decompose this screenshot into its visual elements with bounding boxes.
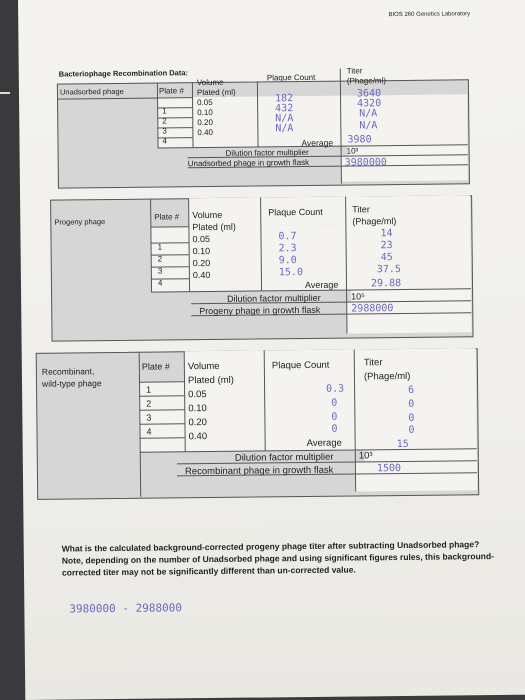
col-volume: Volume bbox=[192, 209, 223, 221]
plate-num: 1 bbox=[146, 384, 152, 395]
plate-num: 3 bbox=[157, 266, 163, 276]
growth-flask-label: Unadsorbed phage in growth flask bbox=[187, 157, 310, 169]
col-volume-2: Plated (ml) bbox=[187, 374, 234, 387]
dilution-value: 10³ bbox=[346, 146, 359, 156]
growth-flask-label: Recombinant phage in growth flask bbox=[184, 464, 334, 478]
plate-num: 3 bbox=[146, 412, 152, 423]
dilution-value: 10⁵ bbox=[351, 291, 365, 302]
col-titer-unit: (Phage/ml) bbox=[346, 76, 387, 86]
worksheet-page bbox=[18, 0, 525, 700]
dilution-label: Dilution factor multiplier bbox=[227, 292, 321, 304]
question-text: What is the calculated background-corrected progeny phage titer after subtracting Unadsorbed phage? Note, depending on the number of Unadsorbed phage and using significant figures rules, this background-corrected titer may not be significantly different than un-corrected value. bbox=[61, 539, 495, 578]
titer-handwritten: 6 bbox=[408, 384, 415, 396]
plaque-count-handwritten: 0.3 bbox=[326, 383, 345, 395]
page-header: BIOS 260 Genetics Laboratory bbox=[388, 11, 471, 19]
titer-handwritten: N/A bbox=[359, 108, 378, 120]
plaque-count-handwritten: 0 bbox=[331, 397, 338, 409]
volume-value: 0.05 bbox=[192, 234, 211, 245]
col-plate: Plate # bbox=[158, 86, 184, 96]
titer-handwritten: 23 bbox=[380, 240, 393, 252]
col-titer: Titer bbox=[352, 204, 370, 215]
average-label: Average bbox=[306, 437, 342, 450]
titer-handwritten: 3640 bbox=[356, 88, 382, 100]
titer-handwritten: 0 bbox=[408, 398, 415, 410]
average-label: Average bbox=[304, 279, 339, 291]
plate-num: 4 bbox=[157, 278, 163, 288]
table-progeny bbox=[50, 195, 471, 339]
titer-handwritten: 37.5 bbox=[376, 264, 401, 276]
volume-value: 0.10 bbox=[192, 246, 211, 257]
col-volume-2: Plated (ml) bbox=[196, 87, 236, 98]
plate-num: 4 bbox=[162, 136, 167, 146]
plaque-count-handwritten: N/A bbox=[275, 113, 294, 125]
volume-value: 0.20 bbox=[192, 258, 211, 269]
volume-value: 0.10 bbox=[188, 403, 207, 415]
growth-flask-handwritten: 2988000 bbox=[351, 303, 394, 315]
plaque-count-handwritten: 9.0 bbox=[278, 255, 297, 267]
plate-num: 2 bbox=[146, 398, 152, 409]
col-plate: Plate # bbox=[141, 361, 170, 372]
titer-handwritten: 0 bbox=[408, 412, 415, 424]
plate-num: 2 bbox=[162, 116, 167, 126]
average-label: Average bbox=[301, 137, 334, 149]
volume-value: 0.40 bbox=[188, 431, 208, 443]
table-recombinant bbox=[36, 348, 478, 501]
titer-handwritten: 0 bbox=[408, 424, 415, 436]
plaque-count-handwritten: 15.0 bbox=[278, 267, 304, 279]
col-plaque-count: Plaque Count bbox=[271, 359, 330, 372]
col-titer: Titer bbox=[363, 357, 383, 369]
plaque-count-handwritten: 0.7 bbox=[278, 231, 297, 243]
row-label-progeny: Progeny phage bbox=[54, 217, 106, 227]
dilution-label: Dilution factor multiplier bbox=[225, 147, 309, 158]
plaque-count-handwritten: N/A bbox=[275, 123, 294, 135]
col-titer-unit: (Phage/ml) bbox=[363, 370, 411, 383]
volume-value: 0.05 bbox=[188, 389, 207, 401]
section-title: Bacteriophage Recombination Data: bbox=[58, 68, 189, 79]
answer-handwritten: 3980000 - 2988000 bbox=[69, 601, 183, 616]
col-plate: Plate # bbox=[154, 212, 180, 222]
plate-num: 2 bbox=[157, 254, 163, 264]
titer-handwritten: 14 bbox=[380, 228, 393, 240]
plaque-count-handwritten: 182 bbox=[274, 93, 294, 105]
volume-value: 0.05 bbox=[197, 97, 213, 108]
col-titer: Titer bbox=[346, 66, 363, 76]
volume-value: 0.40 bbox=[192, 270, 211, 281]
average-handwritten: 3980 bbox=[347, 134, 372, 146]
desk-edge bbox=[0, 92, 10, 94]
average-handwritten: 15 bbox=[396, 438, 409, 451]
titer-handwritten: 4320 bbox=[357, 98, 382, 110]
plate-num: 1 bbox=[162, 106, 167, 116]
plaque-count-handwritten: 0 bbox=[331, 423, 338, 435]
col-titer-unit: (Phage/ml) bbox=[352, 216, 397, 227]
volume-value: 0.20 bbox=[197, 117, 213, 128]
volume-value: 0.40 bbox=[197, 127, 214, 138]
average-handwritten: 29.88 bbox=[370, 278, 402, 290]
growth-flask-label: Progeny phage in growth flask bbox=[199, 304, 321, 317]
col-volume-2: Plated (ml) bbox=[192, 221, 236, 233]
plate-num: 4 bbox=[146, 426, 152, 437]
row-label-recombinant-2: wild-type phage bbox=[41, 378, 102, 389]
growth-flask-handwritten: 1500 bbox=[376, 463, 402, 475]
col-volume: Volume bbox=[187, 360, 220, 373]
titer-handwritten: 45 bbox=[380, 252, 393, 264]
row-label-unadsorbed: Unadsorbed phage bbox=[59, 86, 124, 97]
dilution-label: Dilution factor multiplier bbox=[234, 451, 334, 464]
titer-handwritten: N/A bbox=[359, 120, 378, 132]
plaque-count-handwritten: 432 bbox=[275, 103, 294, 115]
plaque-count-handwritten: 0 bbox=[331, 411, 338, 423]
plate-num: 3 bbox=[162, 126, 167, 136]
col-volume: Volume bbox=[196, 77, 224, 88]
col-plaque-count: Plaque Count bbox=[266, 72, 316, 83]
plaque-count-handwritten: 2.3 bbox=[278, 243, 297, 255]
volume-value: 0.20 bbox=[188, 417, 207, 429]
col-plaque-count: Plaque Count bbox=[268, 206, 323, 218]
volume-value: 0.10 bbox=[197, 107, 213, 118]
plate-num: 1 bbox=[157, 242, 163, 252]
table-unadsorbed bbox=[57, 57, 468, 186]
dilution-value: 10³ bbox=[358, 450, 373, 462]
growth-flask-handwritten: 3980000 bbox=[344, 157, 387, 169]
row-label-recombinant: Recombinant, bbox=[41, 366, 95, 377]
